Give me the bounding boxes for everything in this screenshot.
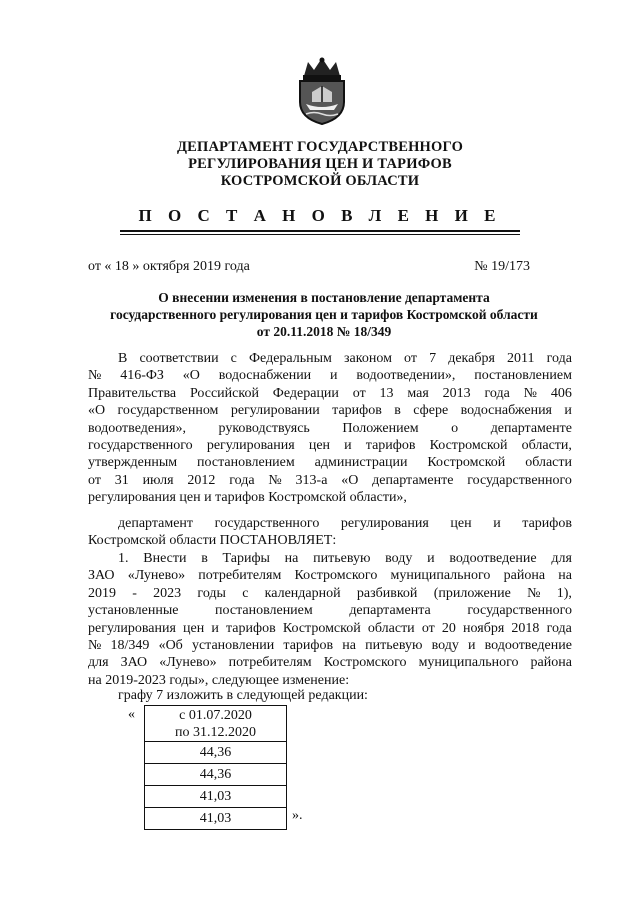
word: государственного bbox=[467, 472, 572, 488]
word: 2023 bbox=[153, 585, 182, 601]
tariff-value-cell: 44,36 bbox=[145, 764, 287, 786]
word: воду bbox=[431, 637, 459, 653]
tariff-table bbox=[144, 705, 287, 830]
word: государственного bbox=[214, 516, 320, 531]
word: и bbox=[211, 620, 219, 636]
word: потребителям bbox=[228, 655, 312, 671]
word: и bbox=[330, 368, 338, 384]
word: (приложение bbox=[433, 585, 511, 601]
word: для bbox=[551, 551, 572, 566]
justified-line bbox=[88, 385, 572, 402]
word: водоотведение bbox=[449, 551, 537, 566]
word: 2019 bbox=[88, 585, 116, 601]
word: 2013 bbox=[442, 385, 471, 401]
word: года bbox=[546, 620, 572, 636]
word: 2012 bbox=[187, 472, 216, 488]
word: государственном bbox=[117, 403, 219, 419]
instruction-text: графу 7 изложить в следующей редакции: bbox=[118, 688, 368, 703]
word: Костромской bbox=[429, 437, 508, 453]
paragraph-last-line: Костромской области ПОСТАНОВЛЯЕТ: bbox=[88, 533, 337, 549]
table-close-quote: ». bbox=[292, 808, 303, 823]
word: тарифов bbox=[522, 516, 572, 531]
title-rule bbox=[120, 230, 520, 232]
table-row bbox=[145, 786, 287, 808]
word: ноября bbox=[463, 620, 505, 636]
word: от bbox=[404, 351, 417, 366]
word: соответствии bbox=[139, 351, 219, 366]
word: муниципального bbox=[418, 655, 519, 671]
word: «О bbox=[341, 472, 359, 488]
word: мая bbox=[407, 385, 429, 401]
word: разбивкой bbox=[356, 585, 418, 601]
table-header-cell bbox=[145, 706, 287, 742]
word: и bbox=[344, 437, 352, 453]
word: - bbox=[132, 585, 137, 601]
table-row bbox=[145, 706, 287, 742]
word: 406 bbox=[550, 385, 572, 401]
word: 13 bbox=[379, 385, 394, 401]
justified-line bbox=[88, 472, 572, 489]
word: Российской bbox=[189, 385, 259, 401]
word: № bbox=[88, 637, 102, 653]
word: цен bbox=[183, 620, 205, 636]
word: «Лунево» bbox=[159, 655, 217, 671]
word: года bbox=[484, 385, 510, 401]
word: № bbox=[88, 368, 102, 384]
justified-line bbox=[88, 515, 572, 532]
word: на bbox=[558, 568, 572, 584]
word: 1), bbox=[556, 585, 572, 601]
word: и bbox=[493, 516, 501, 531]
tariff-value-cell: 41,03 bbox=[145, 808, 287, 830]
word: потребителям bbox=[198, 568, 282, 584]
subject-line: государственного регулирования цен и тарифов Костромской области bbox=[110, 307, 538, 322]
word: года bbox=[546, 351, 572, 366]
justified-line bbox=[88, 567, 572, 584]
tariff-value-cell: 44,36 bbox=[145, 742, 287, 764]
word: воду bbox=[385, 551, 413, 566]
word: водоотведение bbox=[484, 637, 572, 653]
paragraph-last-line: регулирования цен и тарифов Костромской области», bbox=[88, 490, 407, 506]
word: регулирования bbox=[340, 516, 429, 531]
justified-line bbox=[88, 585, 572, 602]
word: «Лунево» bbox=[127, 568, 186, 584]
word: июля bbox=[142, 472, 174, 488]
word: района bbox=[503, 568, 546, 584]
table-row bbox=[145, 742, 287, 764]
word: календарной bbox=[264, 585, 341, 601]
word: области bbox=[525, 455, 572, 471]
word: ЗАО bbox=[88, 568, 115, 584]
document-number: № 19/173 bbox=[474, 259, 530, 274]
word: № bbox=[527, 585, 541, 601]
word: цен bbox=[308, 437, 331, 453]
title-rule-thin bbox=[120, 234, 520, 235]
word: цен bbox=[450, 516, 472, 531]
paragraph-resolves bbox=[88, 515, 572, 550]
word: от bbox=[88, 472, 101, 488]
word: Тарифы bbox=[222, 551, 270, 566]
justified-line bbox=[88, 420, 572, 437]
word: департамента bbox=[349, 603, 431, 619]
word: в bbox=[394, 403, 401, 419]
word: тарифов bbox=[226, 620, 276, 636]
word: района bbox=[530, 655, 572, 671]
word: года bbox=[229, 472, 255, 488]
word: сфере bbox=[413, 403, 449, 419]
word: № bbox=[523, 385, 538, 401]
word: постановлением bbox=[474, 368, 572, 384]
word: области, bbox=[521, 437, 572, 453]
department-line-2: РЕГУЛИРОВАНИЯ ЦЕН И ТАРИФОВ bbox=[188, 156, 452, 172]
word: на bbox=[284, 551, 299, 566]
word: 2011 bbox=[507, 351, 535, 366]
word: водоснабжения bbox=[460, 403, 552, 419]
table-open-quote: « bbox=[128, 707, 135, 722]
word: питьевую bbox=[365, 637, 423, 653]
word: руководствуясь bbox=[218, 420, 310, 436]
word: установлении bbox=[191, 637, 275, 653]
word: 2018 bbox=[511, 620, 540, 636]
word: департаменте bbox=[490, 420, 572, 436]
department-line-1: ДЕПАРТАМЕНТ ГОСУДАРСТВЕННОГО bbox=[176, 139, 464, 155]
word: департаменте bbox=[372, 472, 454, 488]
word: № bbox=[268, 472, 282, 488]
table-row bbox=[145, 764, 287, 786]
justified-line bbox=[88, 437, 572, 454]
justified-line bbox=[88, 454, 572, 471]
word: «О bbox=[182, 368, 200, 384]
period-end: по 31.12.2020 bbox=[175, 724, 256, 740]
word: законом bbox=[344, 351, 392, 366]
word: и bbox=[467, 637, 476, 653]
word: питьевую bbox=[313, 551, 371, 566]
word: тарифов bbox=[283, 637, 334, 653]
word: утвержденным bbox=[88, 455, 178, 471]
word: Правительства bbox=[88, 385, 177, 401]
word: департамент bbox=[118, 516, 194, 531]
word: 20 bbox=[441, 620, 456, 636]
word: тарифов bbox=[365, 437, 416, 453]
word: годы bbox=[197, 585, 226, 601]
kostroma-coat-of-arms-icon bbox=[290, 56, 354, 126]
word: с bbox=[242, 585, 249, 601]
word: 1. bbox=[118, 551, 129, 566]
word: Федеральным bbox=[249, 351, 332, 366]
word: 31 bbox=[114, 472, 129, 488]
word: регулировании bbox=[230, 403, 320, 419]
word: в bbox=[201, 551, 208, 566]
word: «О bbox=[88, 403, 106, 419]
word: регулирования bbox=[206, 437, 295, 453]
document-date: от « 18 » октября 2019 года bbox=[88, 259, 250, 274]
word: водоснабжении bbox=[218, 368, 312, 384]
word: и bbox=[564, 403, 572, 419]
justified-line bbox=[88, 350, 572, 367]
justified-line bbox=[88, 367, 572, 384]
word: регулирования bbox=[88, 620, 176, 636]
word: тарифов bbox=[332, 403, 382, 419]
word: государственного bbox=[88, 437, 193, 453]
table-row bbox=[145, 808, 287, 830]
word: В bbox=[118, 351, 128, 366]
word: постановлением bbox=[215, 603, 313, 619]
justified-line bbox=[88, 402, 572, 419]
word: Костромского bbox=[323, 655, 407, 671]
justified-line bbox=[88, 654, 572, 671]
subject-line: О внесении изменения в постановление департамента bbox=[158, 290, 490, 305]
document-type: П О С Т А Н О В Л Е Н И Е bbox=[138, 206, 502, 225]
word: Костромского bbox=[294, 568, 378, 584]
justified-line bbox=[88, 637, 572, 654]
word: Костромской bbox=[282, 620, 361, 636]
word: водоотведения», bbox=[88, 420, 186, 436]
word: 7 bbox=[429, 351, 437, 366]
word: Положением bbox=[342, 420, 419, 436]
word: на bbox=[342, 637, 356, 653]
paragraph-legal-basis bbox=[88, 350, 572, 507]
word: постановлением bbox=[197, 455, 295, 471]
word: от bbox=[352, 385, 366, 401]
subject-line: от 20.11.2018 № 18/349 bbox=[256, 324, 392, 339]
department-line-3: КОСТРОМСКОЙ ОБЛАСТИ bbox=[220, 173, 420, 189]
period-start: с 01.07.2020 bbox=[179, 707, 252, 723]
word: 18/349 bbox=[110, 637, 150, 653]
paragraph-last-line: на 2019-2023 годы», следующее изменение: bbox=[88, 672, 350, 688]
word: о bbox=[451, 420, 459, 436]
word: водоотведении», bbox=[356, 368, 456, 384]
word: Костромской bbox=[427, 455, 506, 471]
word: и bbox=[427, 551, 435, 566]
document-subject bbox=[80, 289, 568, 340]
tariff-value-cell: 41,03 bbox=[145, 786, 287, 808]
word: установленные bbox=[88, 603, 179, 619]
word: для bbox=[88, 655, 109, 671]
word: от bbox=[421, 620, 435, 636]
word: «Об bbox=[158, 637, 183, 653]
word: области bbox=[367, 620, 415, 636]
word: государственного bbox=[467, 603, 572, 619]
word: Федерации bbox=[272, 385, 339, 401]
word: 416-ФЗ bbox=[120, 368, 164, 384]
word: 313-а bbox=[295, 472, 328, 488]
justified-line bbox=[88, 620, 572, 637]
word: ЗАО bbox=[120, 655, 148, 671]
paragraph-item-1 bbox=[88, 550, 572, 689]
word: с bbox=[230, 351, 237, 366]
word: Внести bbox=[143, 551, 187, 566]
word: администрации bbox=[314, 455, 408, 471]
word: декабря bbox=[448, 351, 495, 366]
justified-line bbox=[88, 550, 572, 567]
word: муниципального bbox=[390, 568, 491, 584]
justified-line bbox=[88, 602, 572, 619]
